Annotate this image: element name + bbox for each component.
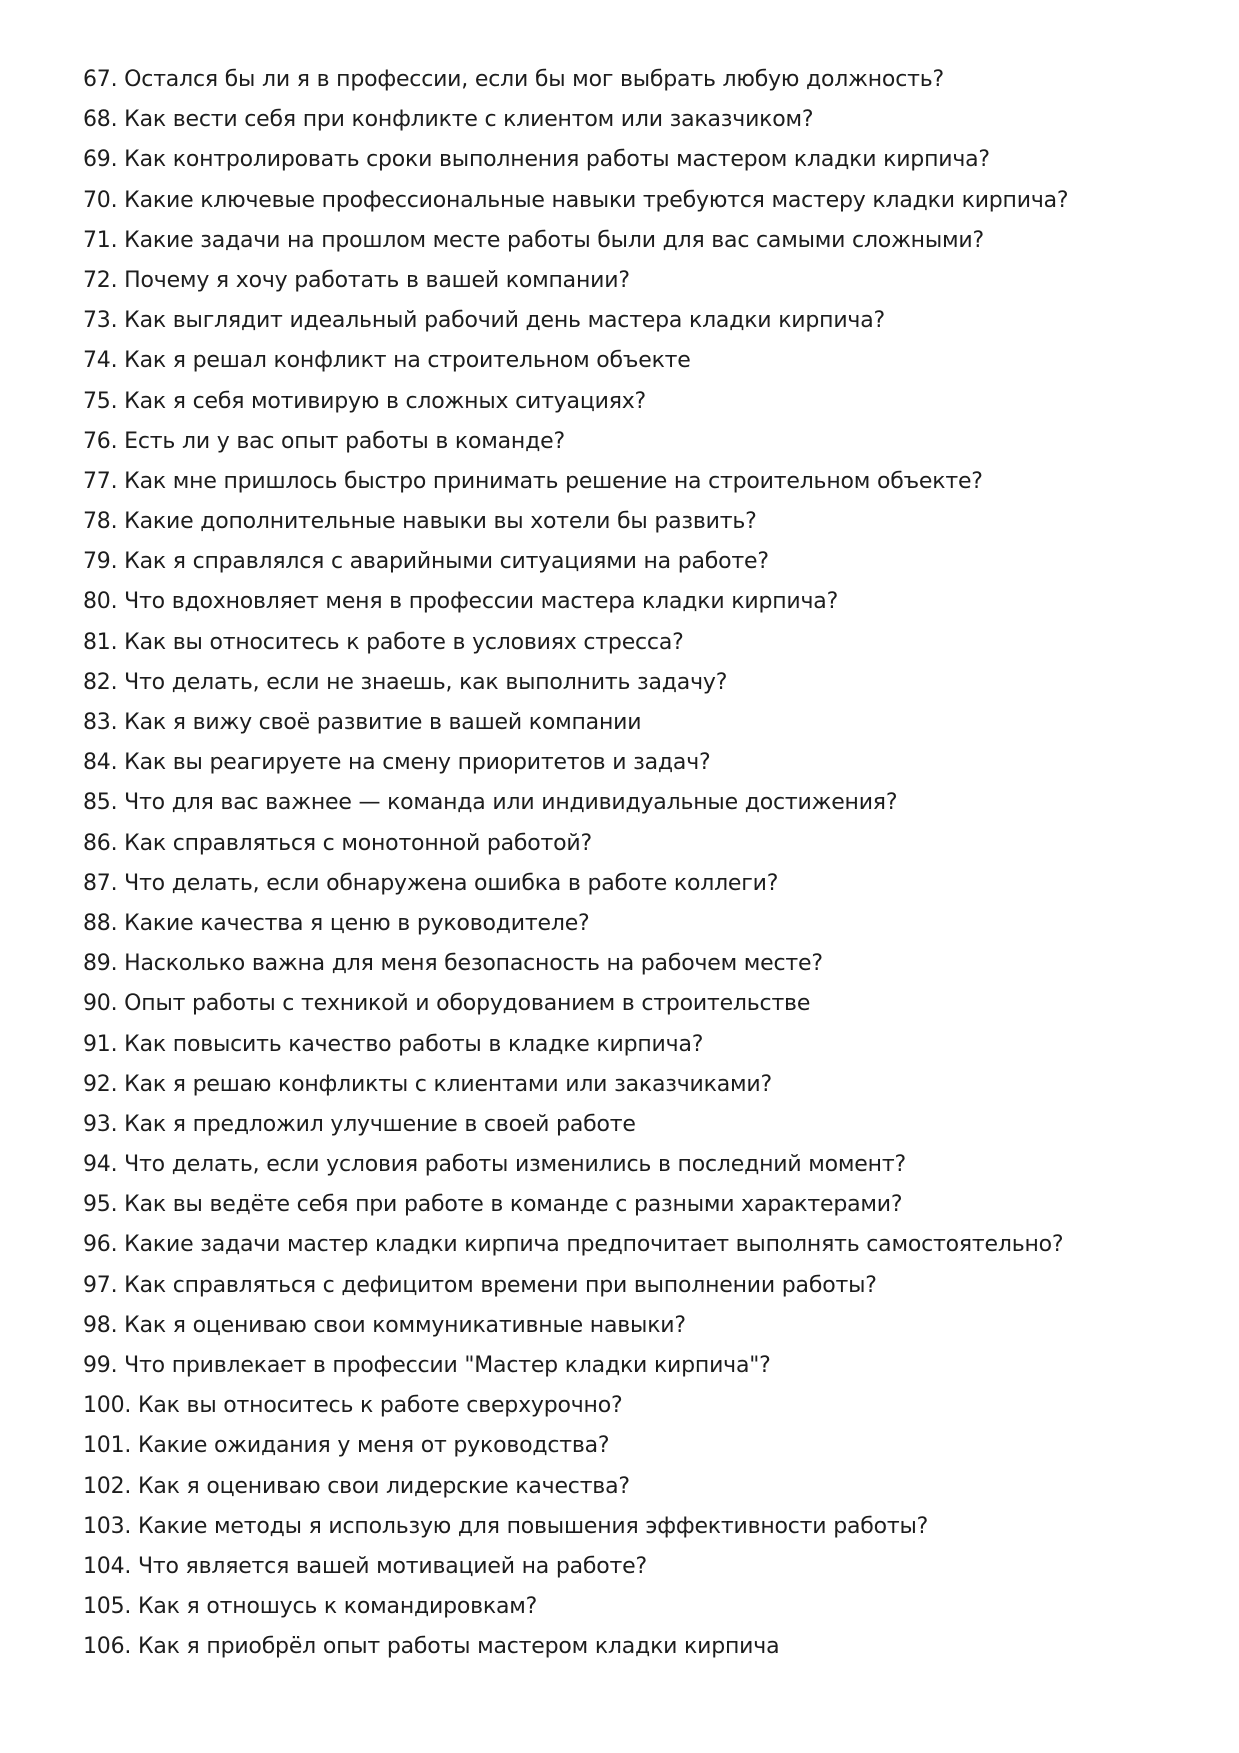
question-item: 80. Что вдохновляет меня в профессии мастера кладки кирпича? <box>83 589 839 615</box>
question-item: 98. Как я оцениваю свои коммуникативные навыки? <box>83 1312 686 1338</box>
question-item: 103. Какие методы я использую для повышения эффективности работы? <box>83 1513 929 1539</box>
question-item: 73. Как выглядит идеальный рабочий день мастера кладки кирпича? <box>83 308 885 334</box>
question-item: 87. Что делать, если обнаружена ошибка в работе коллеги? <box>83 870 779 896</box>
question-item: 95. Как вы ведёте себя при работе в команде с разными характерами? <box>83 1192 903 1218</box>
question-item: 90. Опыт работы с техникой и оборудованием в строительстве <box>83 991 811 1017</box>
question-item: 81. Как вы относитесь к работе в условиях стресса? <box>83 629 684 655</box>
question-item: 89. Насколько важна для меня безопасность на рабочем месте? <box>83 951 823 977</box>
question-item: 101. Какие ожидания у меня от руководства? <box>83 1433 610 1459</box>
question-item: 105. Как я отношусь к командировкам? <box>83 1594 538 1620</box>
question-item: 97. Как справляться с дефицитом времени при выполнении работы? <box>83 1272 877 1298</box>
document-page <box>83 60 1183 1668</box>
question-item: 100. Как вы относитесь к работе сверхурочно? <box>83 1393 623 1419</box>
question-item: 77. Как мне пришлось быстро принимать решение на строительном объекте? <box>83 468 983 494</box>
question-item: 75. Как я себя мотивирую в сложных ситуациях? <box>83 388 647 414</box>
question-item: 96. Какие задачи мастер кладки кирпича предпочитает выполнять самостоятельно? <box>83 1232 1064 1258</box>
question-item: 106. Как я приобрёл опыт работы мастером кладки кирпича <box>83 1634 780 1660</box>
question-item: 71. Какие задачи на прошлом месте работы были для вас самыми сложными? <box>83 227 985 253</box>
question-item: 78. Какие дополнительные навыки вы хотели бы развить? <box>83 509 757 535</box>
question-item: 85. Что для вас важнее — команда или индивидуальные достижения? <box>83 790 898 816</box>
question-item: 70. Какие ключевые профессиональные навыки требуются мастеру кладки кирпича? <box>83 187 1069 213</box>
question-item: 79. Как я справлялся с аварийными ситуациями на работе? <box>83 549 769 575</box>
question-item: 93. Как я предложил улучшение в своей работе <box>83 1111 636 1137</box>
question-list <box>83 60 1183 1668</box>
question-item: 94. Что делать, если условия работы изменились в последний момент? <box>83 1152 906 1178</box>
question-item: 99. Что привлекает в профессии "Мастер кладки кирпича"? <box>83 1353 771 1378</box>
question-item: 83. Как я вижу своё развитие в вашей компании <box>83 710 642 735</box>
question-item: 72. Почему я хочу работать в вашей компании? <box>83 267 630 293</box>
question-item: 104. Что является вашей мотивацией на работе? <box>83 1553 647 1579</box>
question-item: 67. Остался бы ли я в профессии, если бы мог выбрать любую должность? <box>83 67 944 92</box>
question-item: 91. Как повысить качество работы в кладке кирпича? <box>83 1031 704 1057</box>
question-item: 88. Какие качества я ценю в руководителе? <box>83 910 590 936</box>
question-item: 102. Как я оцениваю свои лидерские качества? <box>83 1473 630 1499</box>
question-item: 68. Как вести себя при конфликте с клиентом или заказчиком? <box>83 107 814 133</box>
question-item: 69. Как контролировать сроки выполнения работы мастером кладки кирпича? <box>83 147 990 173</box>
question-item: 92. Как я решаю конфликты с клиентами или заказчиками? <box>83 1071 772 1097</box>
question-item: 82. Что делать, если не знаешь, как выполнить задачу? <box>83 669 728 695</box>
question-item: 84. Как вы реагируете на смену приоритетов и задач? <box>83 750 711 776</box>
question-item: 86. Как справляться с монотонной работой? <box>83 830 592 856</box>
question-item: 76. Есть ли у вас опыт работы в команде? <box>83 428 565 454</box>
question-item: 74. Как я решал конфликт на строительном объекте <box>83 348 691 374</box>
